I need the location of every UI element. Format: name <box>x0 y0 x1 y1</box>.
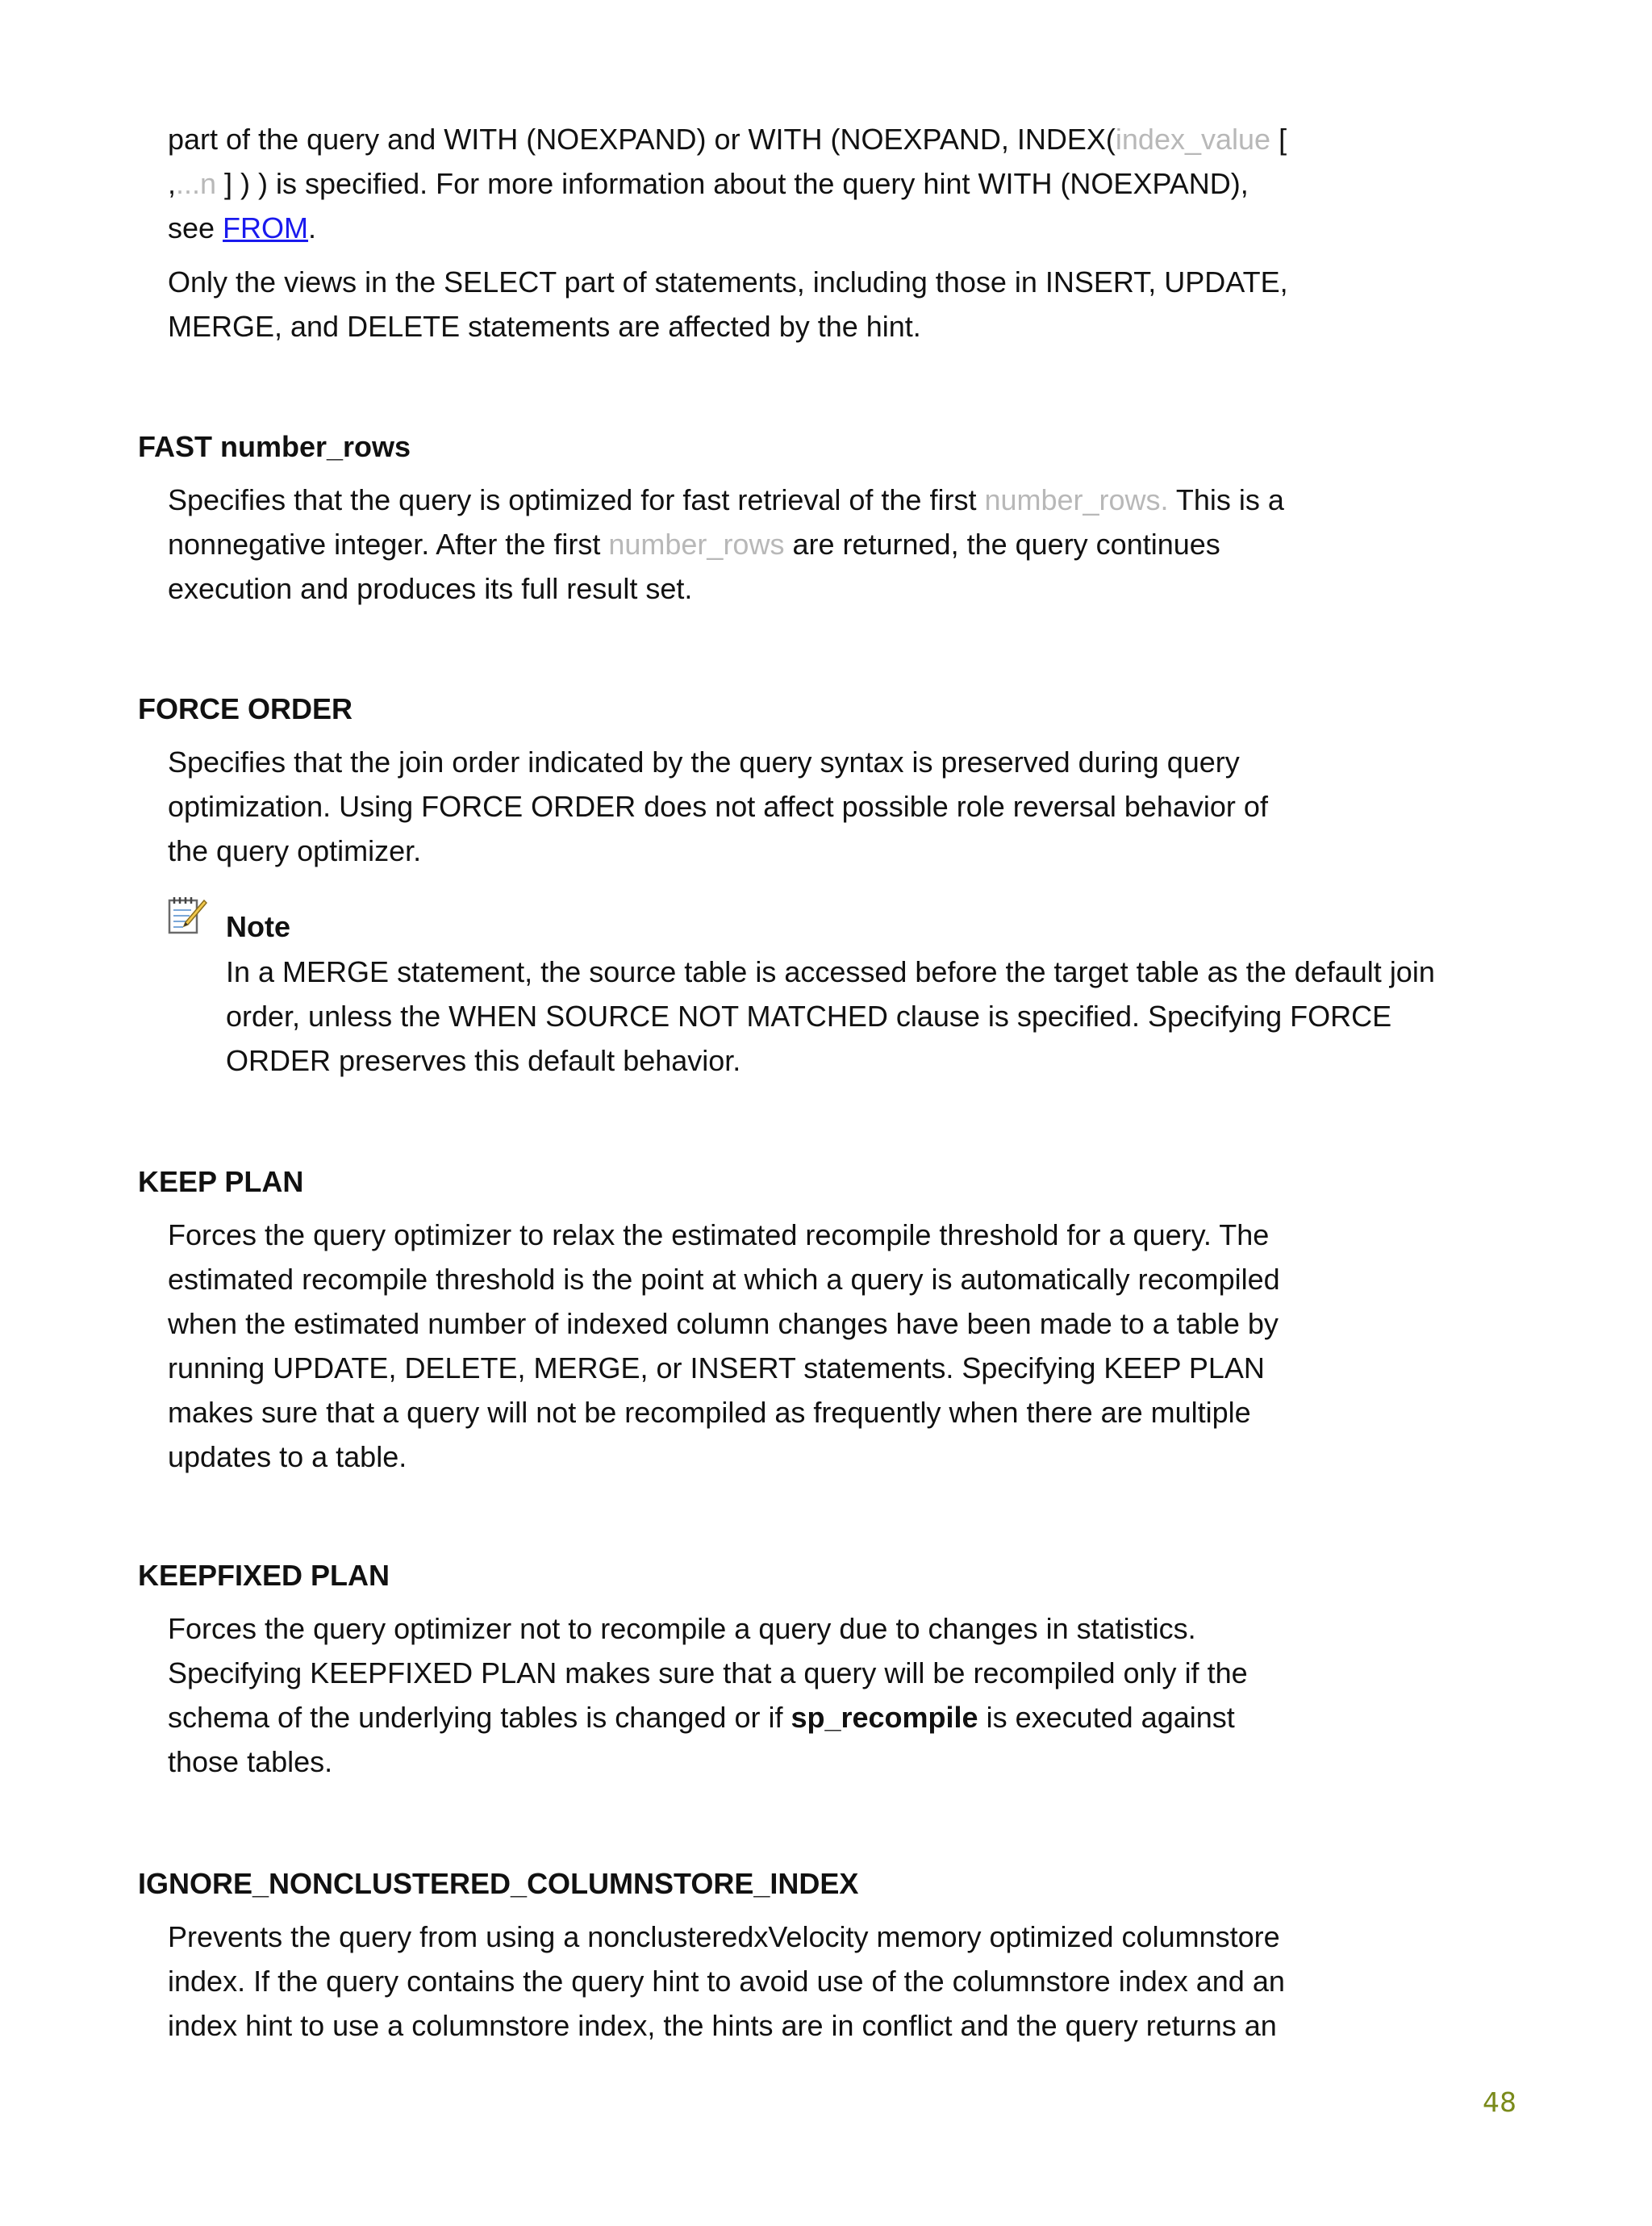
text: part of the query and WITH (NOEXPAND) or WITH (NOEXPAND, INDEX( <box>168 123 1116 156</box>
text: is executed against those tables. <box>168 1701 1235 1778</box>
text: Specifies that the query is optimized for fast retrieval of the first <box>168 483 985 516</box>
section-heading-fast: FAST number_rows <box>138 430 411 463</box>
parameter: number_rows. <box>984 483 1169 516</box>
note-pencil-icon <box>167 896 207 938</box>
note-body: In a MERGE statement, the source table is accessed before the target table as the default join order, unless the WHEN SOURCE NOT MATCHED clause is specified. Specifying FORCE ORDER preserves this default behavior. <box>226 955 1435 1077</box>
ignore-ncci-paragraph: Prevents the query from using a nonclusteredxVelocity memory optimized columnstore index. If the query contains the query hint to avoid use of the columnstore index and an index hint to use a columnstore index, the hints are in conflict and the query returns an <box>168 1920 1285 2042</box>
text: Forces the query optimizer not to recompile a query due to changes in statistics. Specifying KEEPFIXED PLAN makes sure that a query will be recompiled only if the schema of the underlying tables is changed or if <box>168 1612 1248 1734</box>
noexpand-paragraph <box>168 117 1337 250</box>
text: see <box>168 211 223 244</box>
page-number: 48 <box>1483 2086 1516 2118</box>
section-heading-force-order: FORCE ORDER <box>138 692 353 725</box>
fast-paragraph <box>168 478 1297 611</box>
force-order-paragraph: Specifies that the join order indicated by the query syntax is preserved during query optimization. Using FORCE ORDER does not affect possible role reversal behavior of the query optimizer. <box>168 745 1268 867</box>
text: This is a nonnegative integer. After the first <box>168 483 1284 561</box>
text: ] ) ) is specified. For more information about the query hint WITH (NOEXPAND), <box>216 167 1249 200</box>
text: [ <box>1270 123 1287 156</box>
parameter: ...n <box>176 167 217 200</box>
text: are returned, the query continues execution and produces its full result set. <box>168 528 1220 605</box>
section-heading-ignore-ncci: IGNORE_NONCLUSTERED_COLUMNSTORE_INDEX <box>138 1867 859 1900</box>
keep-plan-paragraph: Forces the query optimizer to relax the estimated recompile threshold for a query. The estimated recompile threshold is the point at which a query is automatically recompiled when the estimated number of indexed column changes have been made to a table by running UPDATE, DELETE, MERGE, or INSERT statements. Specifying KEEP PLAN makes sure that a query will not be recompiled as frequently when there are multiple updates to a table. <box>168 1218 1280 1473</box>
section-heading-keep-plan: KEEP PLAN <box>138 1165 304 1198</box>
text: . <box>308 211 317 244</box>
views-paragraph: Only the views in the SELECT part of statements, including those in INSERT, UPDATE, MERGE, and DELETE statements are affected by the hint. <box>168 265 1288 343</box>
parameter: number_rows <box>608 528 785 561</box>
keepfixed-plan-paragraph <box>168 1606 1273 1784</box>
text: , <box>168 167 177 200</box>
from-link[interactable]: FROM <box>223 211 309 244</box>
section-heading-keepfixed-plan: KEEPFIXED PLAN <box>138 1559 390 1592</box>
parameter: index_value <box>1115 123 1271 156</box>
note-title: Note <box>226 910 290 943</box>
bold-term: sp_recompile <box>791 1701 978 1734</box>
